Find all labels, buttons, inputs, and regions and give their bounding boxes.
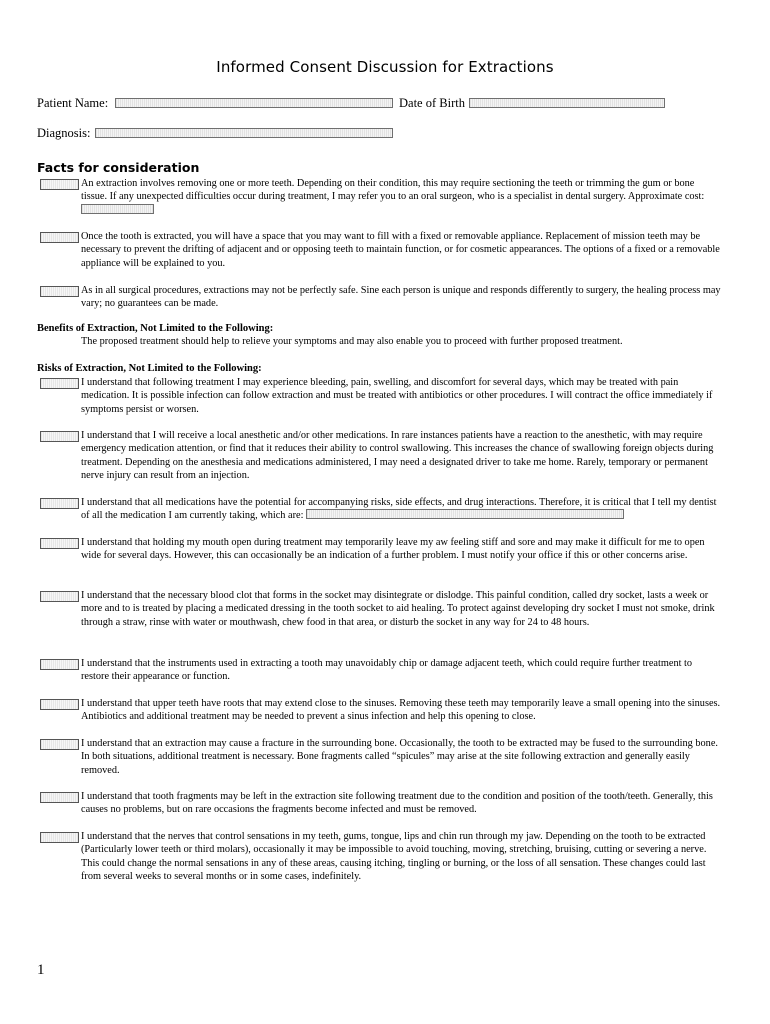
page-title: Informed Consent Discussion for Extractions <box>216 58 554 76</box>
risk-item-9: I understand that tooth fragments may be left in the extraction site following treatment due to the condition and position of the tooth/teeth. Generally, this causes no problems, but on rare occasions the fragments become infected and must be removed. <box>81 791 713 816</box>
facts-heading: Facts for consideration <box>37 160 200 175</box>
risk-item-8: I understand that an extraction may cause a fracture in the surrounding bone. Occasionally, the tooth to be extracted may be fused to the surrounding bone. In both situations, additional treatment is necessary. Bone fragments called “spicules” may arise at the site following extraction and generally easily removed. <box>81 738 718 776</box>
risk-initial-box-2[interactable] <box>40 431 79 442</box>
risk-initial-box-6[interactable] <box>40 659 79 670</box>
facts-initial-box-2[interactable] <box>40 232 79 243</box>
risk-initial-box-3[interactable] <box>40 498 79 509</box>
risk-initial-box-1[interactable] <box>40 378 79 389</box>
risk-initial-box-4[interactable] <box>40 538 79 549</box>
facts-item-1-text: An extraction involves removing one or more teeth. Depending on their condition, this may require sectioning the teeth or trimming the gum or bone tissue. If any unexpected difficulties occur during treatment, I may refer you to an oral surgeon, who is a specialist in dental surgery. <box>81 178 695 203</box>
date-of-birth-field[interactable] <box>469 98 665 108</box>
risk-item-3-text: I understand that all medications have the potential for accompanying risks, side effects, and drug interactions. Therefore, it is critical that I tell my dentist of all the medication I am currently taking, which are: <box>81 497 717 522</box>
risk-initial-box-9[interactable] <box>40 792 79 803</box>
date-of-birth-label: Date of Birth <box>399 96 465 110</box>
facts-initial-box-3[interactable] <box>40 286 79 297</box>
approximate-cost-label: Approximate cost: <box>627 191 705 203</box>
risk-initial-box-7[interactable] <box>40 699 79 710</box>
page-number: 1 <box>37 962 45 978</box>
risk-item-7: I understand that upper teeth have roots that may extend close to the sinuses. Removing these teeth may temporarily leave a small opening into the sinuses. Antibiotics and additional treatment may be needed to prevent a sinus infection and help this opening to close. <box>81 698 721 723</box>
risk-item-3 <box>81 496 721 523</box>
facts-item-2: Once the tooth is extracted, you will have a space that you may want to fill with a fixed or removable appliance. Replacement of mission teeth may be necessary to prevent the drifting of adjacent and or opposing teeth to maintain function, or for cosmetic appearances. The options of a fixed or a removable appliance will be explained to you. <box>81 231 720 269</box>
facts-item-1 <box>81 177 721 217</box>
risk-item-1: I understand that following treatment I may experience bleeding, pain, swelling, and discomfort for several days, which may be treated with pain medication. It is possible infection can follow extraction and must be treated with antibiotics or other procedures. I will contract the office immediately if symptoms persist or worsen. <box>81 377 713 415</box>
diagnosis-label: Diagnosis: <box>37 126 91 140</box>
risk-item-6: I understand that the instruments used in extracting a tooth may unavoidably chip or damage adjacent teeth, which could require further treatment to restore their appearance or function. <box>81 658 693 683</box>
benefits-text: The proposed treatment should help to relieve your symptoms and may also enable you to proceed with further proposed treatment. <box>81 336 623 347</box>
risk-initial-box-8[interactable] <box>40 739 79 750</box>
risk-item-10: I understand that the nerves that control sensations in my teeth, gums, tongue, lips and chin run through my jaw. Depending on the tooth to be extracted (Particularly lower teeth or third molars), occasionally it may be impossible to avoid touching, moving, stretching, bruising, cutting or severing a nerve. This could change the normal sensations in any of these areas, causing itching, tingling or burning, or the loss of all sensation. These changes could last from several weeks to several months or in some cases, indefinitely. <box>81 831 707 883</box>
risk-item-2: I understand that I will receive a local anesthetic and/or other medications. In rare instances patients have a reaction to the anesthetic, with may require emergency medication attention, or find that it reduces their ability to control swallowing. This increases the chance of swallowing foreign objects during treatment. Depending on the anesthesia and medications administered, I may need a designated driver to take me home. Rarely, temporary or permanent nerve injury can result from an injection. <box>81 430 714 482</box>
facts-initial-box-1[interactable] <box>40 179 79 190</box>
approximate-cost-field[interactable] <box>81 204 154 214</box>
current-medications-field[interactable] <box>306 509 624 519</box>
patient-name-label: Patient Name: <box>37 96 109 110</box>
benefits-heading: Benefits of Extraction, Not Limited to the Following: <box>37 323 274 334</box>
diagnosis-field[interactable] <box>95 128 393 138</box>
risks-heading: Risks of Extraction, Not Limited to the Following: <box>37 363 262 374</box>
risk-item-5: I understand that the necessary blood clot that forms in the socket may disintegrate or dislodge. This painful condition, called dry socket, lasts a week or more and to is treated by placing a medicated dressing in the tooth socket to aid healing. To protect against developing dry socket I must not smoke, drink through a straw, rinse with water or mouthwash, chew food in that area, or disturb the socket in any way for 24 to 48 hours. <box>81 590 715 628</box>
patient-name-field[interactable] <box>115 98 393 108</box>
risk-item-4: I understand that holding my mouth open during treatment may temporarily leave my aw feeling stiff and sore and may make it difficult for me to open wide for several days. However, this can occasionally be an indication of a further problem. I must notify your office if this or other concerns arise. <box>81 537 705 562</box>
risk-initial-box-10[interactable] <box>40 832 79 843</box>
risk-initial-box-5[interactable] <box>40 591 79 602</box>
facts-item-3: As in all surgical procedures, extractions may not be perfectly safe. Sine each person is unique and responds differently to surgery, the healing process may vary; no guarantees can be made. <box>81 285 721 310</box>
